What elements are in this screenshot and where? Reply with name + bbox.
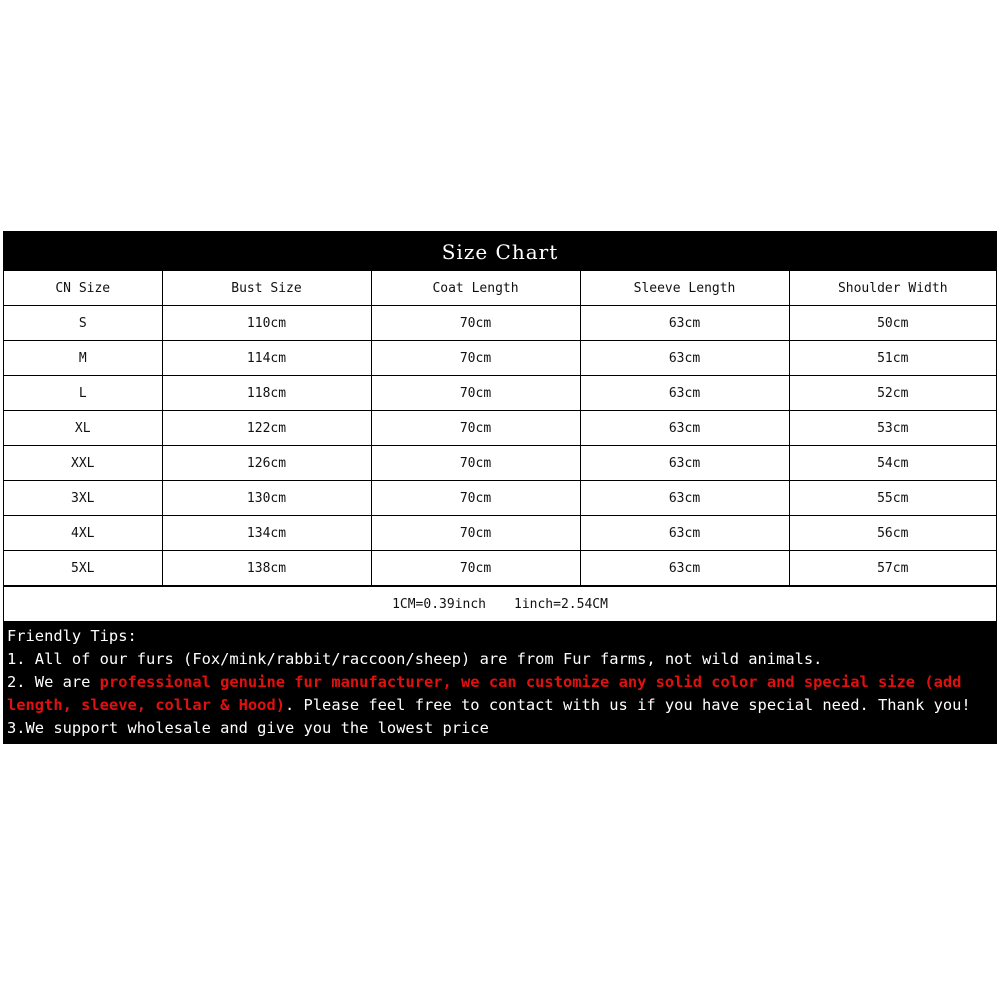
cell-sleeve-length: 63cm [580,446,789,481]
cell-shoulder-width: 53cm [789,411,996,446]
cell-shoulder-width: 57cm [789,551,996,586]
cell-bust-size: 122cm [162,411,371,446]
chart-title: Size Chart [4,232,996,271]
cell-bust-size: 138cm [162,551,371,586]
table-row [4,481,996,516]
table-row [4,446,996,481]
tip-1: 1. All of our furs (Fox/mink/rabbit/raccoon/sheep) are from Fur farms, not wild animals. [7,650,823,668]
header-coat-length: Coat Length [371,271,580,306]
table-row [4,306,996,341]
size-chart [3,231,997,744]
tip-2-highlight: professional genuine fur manufacturer, we can customize any solid color and special size (add length, sleeve, collar & Hood) [7,673,962,714]
table-row [4,376,996,411]
header-sleeve-length: Sleeve Length [580,271,789,306]
unit-conversion [4,586,996,621]
cell-cn-size: 3XL [4,481,162,516]
cell-coat-length: 70cm [371,411,580,446]
cell-cn-size: XL [4,411,162,446]
cell-coat-length: 70cm [371,376,580,411]
cell-sleeve-length: 63cm [580,516,789,551]
cell-bust-size: 126cm [162,446,371,481]
cell-sleeve-length: 63cm [580,551,789,586]
cell-bust-size: 110cm [162,306,371,341]
tip-2-suffix: . Please feel free to contact with us if you have special need. Thank you! [284,696,971,714]
inch-to-cm: 1inch=2.54CM [514,596,608,612]
cell-coat-length: 70cm [371,446,580,481]
table-row [4,516,996,551]
header-row [4,271,996,306]
header-bust-size: Bust Size [162,271,371,306]
cm-to-inch: 1CM=0.39inch [392,596,486,612]
cell-shoulder-width: 52cm [789,376,996,411]
cell-shoulder-width: 56cm [789,516,996,551]
table-row [4,411,996,446]
cell-cn-size: M [4,341,162,376]
cell-cn-size: XXL [4,446,162,481]
cell-shoulder-width: 55cm [789,481,996,516]
cell-bust-size: 114cm [162,341,371,376]
table-row [4,341,996,376]
cell-cn-size: S [4,306,162,341]
cell-bust-size: 130cm [162,481,371,516]
tips-heading: Friendly Tips: [7,627,137,645]
cell-sleeve-length: 63cm [580,411,789,446]
cell-cn-size: 4XL [4,516,162,551]
size-table [4,271,996,586]
cell-sleeve-length: 63cm [580,306,789,341]
cell-sleeve-length: 63cm [580,341,789,376]
cell-shoulder-width: 51cm [789,341,996,376]
cell-sleeve-length: 63cm [580,376,789,411]
cell-shoulder-width: 50cm [789,306,996,341]
header-shoulder-width: Shoulder Width [789,271,996,306]
tip-3: 3.We support wholesale and give you the lowest price [7,719,489,737]
tip-2-prefix: 2. We are [7,673,100,691]
cell-sleeve-length: 63cm [580,481,789,516]
cell-coat-length: 70cm [371,306,580,341]
cell-bust-size: 118cm [162,376,371,411]
cell-coat-length: 70cm [371,551,580,586]
cell-cn-size: 5XL [4,551,162,586]
header-cn-size: CN Size [4,271,162,306]
table-row [4,551,996,586]
cell-coat-length: 70cm [371,341,580,376]
cell-coat-length: 70cm [371,481,580,516]
cell-cn-size: L [4,376,162,411]
friendly-tips [4,621,996,743]
cell-coat-length: 70cm [371,516,580,551]
tip-2 [7,671,992,717]
cell-bust-size: 134cm [162,516,371,551]
cell-shoulder-width: 54cm [789,446,996,481]
